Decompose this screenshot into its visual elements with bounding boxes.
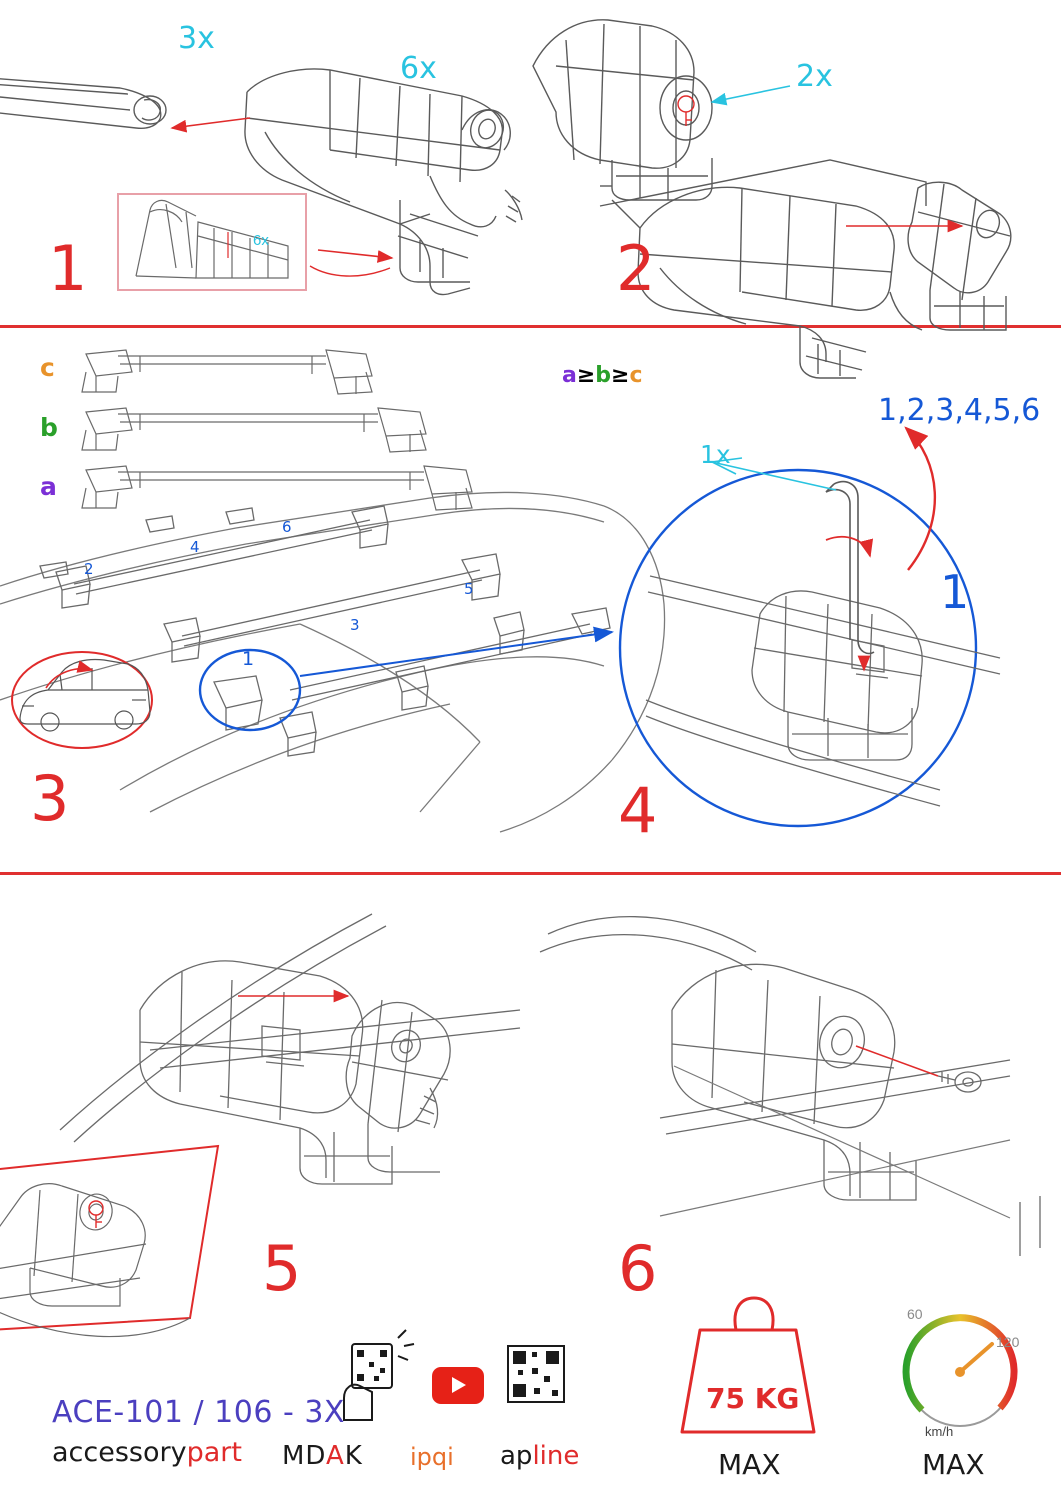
gauge-tick-max: 120 [996, 1334, 1020, 1350]
youtube-icon[interactable] [432, 1367, 484, 1404]
max-load-value: 75 KG [706, 1382, 800, 1415]
roof-pos-1: 1 [242, 648, 255, 670]
step1-qty-bar: 3x [178, 21, 215, 56]
relation-op1: ≥ [576, 363, 596, 388]
step-number-2: 2 [616, 232, 656, 305]
relation-c: c [629, 363, 643, 388]
section-divider-1 [0, 325, 1061, 328]
size-label-b: b [40, 413, 58, 442]
step2-qty: 2x [796, 59, 833, 94]
brand-accessory-text: accessory [52, 1437, 187, 1468]
step-number-1: 1 [48, 232, 88, 305]
relation-a: a [562, 363, 577, 388]
roof-pos-2: 2 [84, 560, 94, 578]
step-number-6: 6 [618, 1232, 658, 1305]
step1-qty-foot: 6x [400, 51, 437, 86]
relation-b: b [595, 363, 612, 388]
max-load-caption: MAX [718, 1448, 781, 1481]
step4-qty: 1x [700, 440, 731, 469]
step4-big-number: 1 [940, 565, 970, 619]
roof-pos-3: 3 [350, 616, 360, 634]
speed-unit: km/h [925, 1424, 954, 1439]
size-label-a: a [40, 472, 57, 501]
size-relation [562, 363, 643, 388]
logo-apline [500, 1441, 579, 1471]
step1-inset-qty: 6x [253, 232, 269, 249]
step4-order-label: 1,2,3,4,5,6 [878, 393, 1041, 428]
max-speed-caption: MAX [922, 1448, 985, 1481]
roof-pos-6: 6 [282, 518, 292, 536]
mdak-text-b: A [326, 1441, 345, 1471]
mdak-text-c: K [344, 1441, 363, 1471]
step-number-5: 5 [262, 1232, 302, 1305]
product-code: ACE-101 / 106 - 3X [52, 1395, 345, 1430]
gauge-tick-min: 60 [907, 1306, 923, 1322]
apline-text-a: ap [500, 1441, 533, 1471]
mdak-text-a: MD [282, 1441, 326, 1471]
step-number-3: 3 [30, 762, 70, 835]
roof-pos-5: 5 [464, 580, 474, 598]
brand-accessorypart [52, 1437, 242, 1468]
logo-mdak [282, 1441, 363, 1471]
brand-part-text: part [186, 1437, 242, 1468]
step-number-4: 4 [618, 774, 658, 847]
size-label-c: c [40, 353, 55, 382]
roof-pos-4: 4 [190, 538, 200, 556]
relation-op2: ≥ [611, 363, 630, 388]
logo-ipqi: ipqi [410, 1443, 454, 1471]
section-divider-2 [0, 872, 1061, 875]
apline-text-b: line [532, 1441, 580, 1471]
